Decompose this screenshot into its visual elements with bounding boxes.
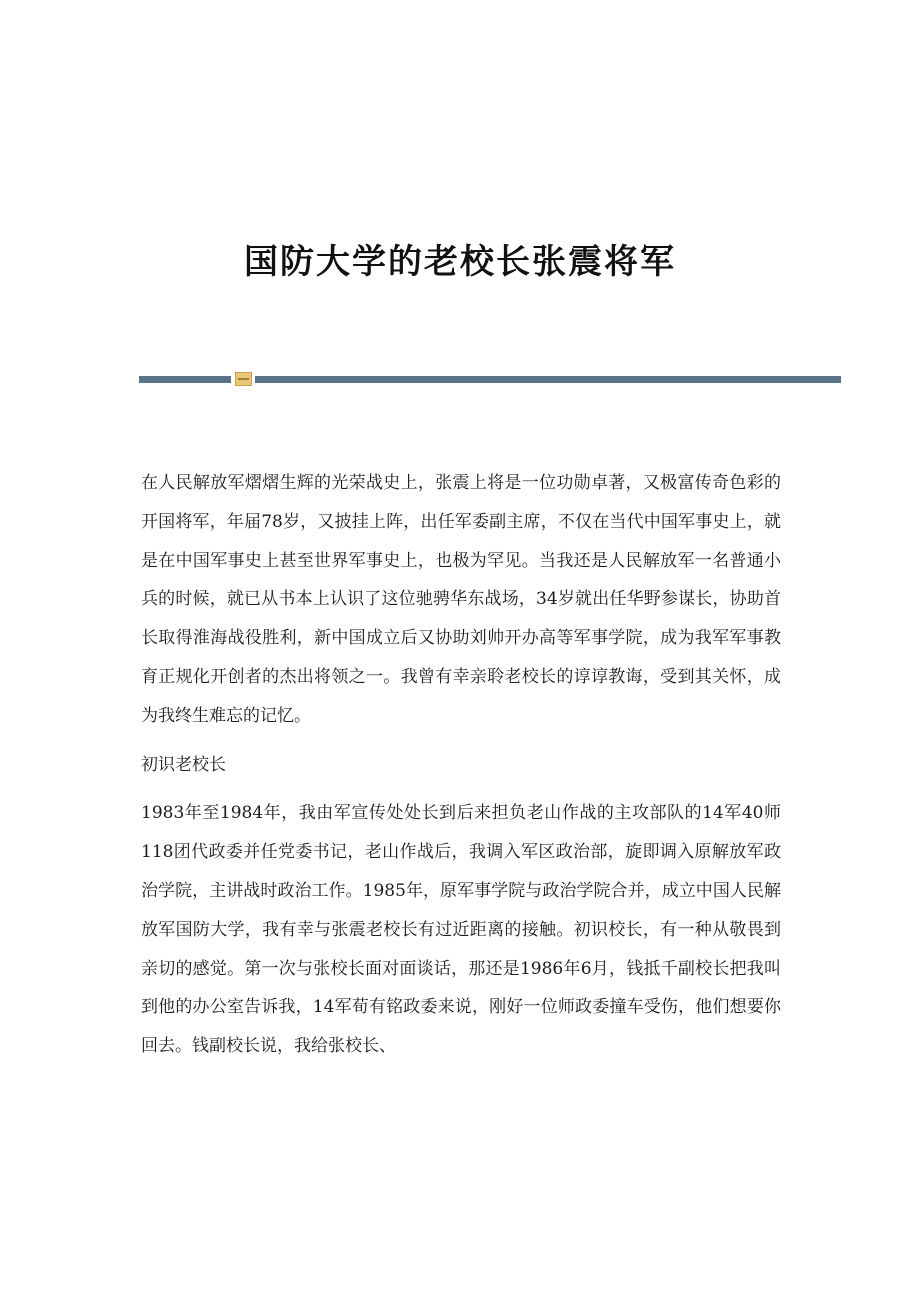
document-title: 国防大学的老校长张震将军: [244, 241, 676, 282]
divider-bar-left: [139, 376, 231, 383]
title-divider: [139, 372, 841, 388]
envelope-icon: [235, 372, 252, 386]
document-body: [141, 464, 781, 1076]
section-heading: 初识老校长: [141, 754, 226, 775]
paragraph-first-meeting: 1983年至1984年，我由军宣传处处长到后来担负老山作战的主攻部队的14军40师118团代政委并任党委书记，老山作战后，我调入军区政治部，旋即调入原解放军政治学院，主讲战时政治工作。1985年，原军事学院与政治学院合并，成立中国人民解放军国防大学，我有幸与张震老校长有过近距离的接触。初识校长，有一种从敬畏到亲切的感觉。第一次与张校长面对面谈话，那还是1986年6月，钱抵千副校长把我叫到他的办公室告诉我，14军荀有铭政委来说，刚好一位师政委撞车受伤，他们想要你回去。钱副校长说，我给张校长、: [141, 803, 781, 1057]
paragraph-intro: 在人民解放军熠熠生辉的光荣战史上，张震上将是一位功勋卓著，又极富传奇色彩的开国将军，年届78岁，又披挂上阵，出任军委副主席，不仅在当代中国军事史上，就是在中国军事史上甚至世界军事史上，也极为罕见。当我还是人民解放军一名普通小兵的时候，就已从书本上认识了这位驰骋华东战场，34岁就出任华野参谋长，协助首长取得淮海战役胜利，新中国成立后又协助刘帅开办高等军事学院，成为我军军事教育正规化开创者的杰出将领之一。我曾有幸亲聆老校长的谆谆教诲，受到其关怀，成为我终生难忘的记忆。: [141, 473, 781, 726]
divider-bar-right: [255, 376, 841, 383]
